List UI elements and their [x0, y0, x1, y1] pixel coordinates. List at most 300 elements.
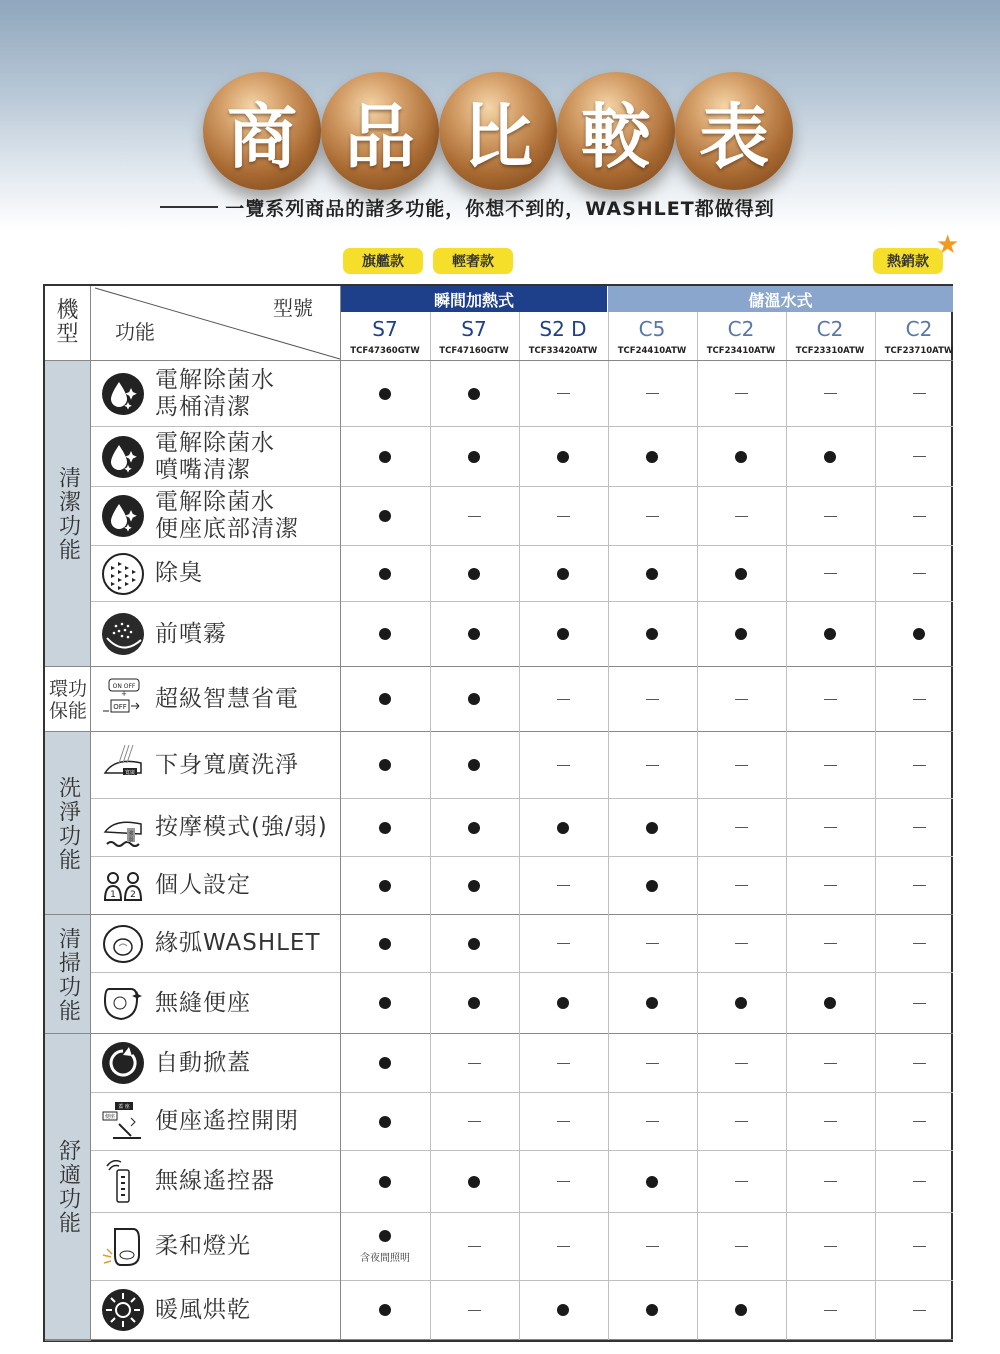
- star-icon: ★: [936, 230, 960, 260]
- dot-mark: [468, 1176, 480, 1188]
- feature-label: 暖風烘乾: [155, 1296, 251, 1323]
- dash-mark: [557, 1246, 570, 1247]
- dash-mark: [824, 1063, 837, 1064]
- dot-mark: [379, 1230, 391, 1242]
- feature-supported-dot: [341, 1034, 429, 1092]
- feature-supported-dot: [341, 546, 429, 601]
- dash-mark: [913, 1181, 926, 1182]
- feature-supported-dot: [608, 546, 696, 601]
- svg-text:+: +: [121, 690, 127, 698]
- dot-mark: [913, 628, 925, 640]
- dash-mark: [735, 1063, 748, 1064]
- feature-label: 電解除菌水: [155, 366, 275, 393]
- column-divider: [875, 312, 876, 361]
- soft-light-icon: [101, 1225, 145, 1269]
- feature-not-supported-dash: [697, 732, 785, 798]
- massage-icon: [101, 806, 145, 850]
- dash-mark: [913, 1063, 926, 1064]
- feature-not-supported-dash: [875, 667, 963, 731]
- feature-supported-dot: [341, 915, 429, 972]
- dot-mark: [468, 880, 480, 892]
- title-char: 表: [675, 72, 793, 190]
- feature-not-supported-dash: [786, 799, 874, 856]
- column-divider: [340, 361, 341, 1340]
- dash-mark: [735, 943, 748, 944]
- dot-mark: [646, 451, 658, 463]
- column-divider: [608, 312, 609, 361]
- dash-mark: [824, 765, 837, 766]
- feature-not-supported-dash: [786, 857, 874, 914]
- feature-supported-dot: [519, 1281, 607, 1339]
- water-drop-icon: [101, 435, 145, 479]
- dash-mark: [735, 1246, 748, 1247]
- feature-not-supported-dash: [875, 1093, 963, 1150]
- dash-mark: [913, 827, 926, 828]
- seamless-seat-icon: [101, 981, 145, 1025]
- svg-text:蓋 座: 蓋 座: [118, 1103, 130, 1110]
- dot-mark: [646, 568, 658, 580]
- dot-mark: [468, 628, 480, 640]
- feature-supported-dot: [608, 602, 696, 666]
- feature-supported-dot: [430, 361, 518, 426]
- feature-label: 超級智慧省電: [155, 685, 299, 712]
- svg-text:便座: 便座: [104, 1113, 116, 1120]
- dot-mark: [379, 1057, 391, 1069]
- feature-cell: [91, 799, 340, 856]
- feature-label: 便座底部清潔: [155, 516, 299, 542]
- feature-label: 無線遙控器: [155, 1168, 275, 1194]
- rimless-bowl-icon: [101, 922, 145, 966]
- user-settings-icon: [101, 864, 145, 908]
- category-label: 舒適功能: [55, 1139, 81, 1235]
- feature-supported-dot: [608, 1281, 696, 1339]
- model-code: TCF23710ATW: [884, 346, 954, 356]
- feature-cell: [91, 1034, 340, 1092]
- feature-label: 按摩模式(強/弱): [155, 814, 328, 840]
- feature-not-supported-dash: [786, 361, 874, 426]
- feature-label: 自動掀蓋: [155, 1049, 251, 1076]
- dash-mark: [468, 1063, 481, 1064]
- corner-header: [91, 286, 341, 361]
- column-divider: [875, 361, 876, 1340]
- column-divider: [786, 312, 787, 361]
- model-code: TCF23310ATW: [795, 346, 865, 356]
- feature-not-supported-dash: [786, 1093, 874, 1150]
- column-divider: [697, 361, 698, 1340]
- dash-mark: [735, 1121, 748, 1122]
- dash-mark: [913, 516, 926, 517]
- dash-mark: [824, 827, 837, 828]
- model-code: TCF47160GTW: [439, 346, 509, 356]
- column-divider: [697, 312, 698, 361]
- feature-not-supported-dash: [697, 799, 785, 856]
- feature-supported-dot: [430, 602, 518, 666]
- feature-supported-dot: [341, 1213, 429, 1280]
- feature-cell: [91, 427, 340, 486]
- tag-flagship: 旗艦款: [343, 248, 423, 274]
- feature-not-supported-dash: [697, 1034, 785, 1092]
- feature-cell: [91, 857, 340, 914]
- dot-mark: [735, 997, 747, 1009]
- dash-mark: [913, 699, 926, 700]
- dash-mark: [557, 699, 570, 700]
- group-storage-heating: 儲溫水式: [608, 286, 953, 312]
- feature-supported-dot: [341, 427, 429, 486]
- dash-mark: [468, 1246, 481, 1247]
- dot-mark: [379, 880, 391, 892]
- feature-not-supported-dash: [430, 1034, 518, 1092]
- model-name: C5: [638, 317, 666, 341]
- feature-supported-dot: [519, 546, 607, 601]
- model-code: TCF23410ATW: [706, 346, 776, 356]
- dot-mark: [824, 628, 836, 640]
- wide-wash-icon: [101, 743, 145, 787]
- category-label: 清掃功能: [55, 926, 81, 1023]
- category-label-eco: 保能: [48, 699, 87, 722]
- dash-mark: [913, 885, 926, 886]
- feature-note: 含夜間照明: [360, 1252, 410, 1264]
- power-saving-icon: [101, 677, 145, 721]
- category-cell: [45, 361, 91, 668]
- feature-supported-dot: [697, 602, 785, 666]
- dot-mark: [646, 822, 658, 834]
- feature-not-supported-dash: [519, 1093, 607, 1150]
- dot-mark: [468, 693, 480, 705]
- column-divider: [786, 361, 787, 1340]
- dash-mark: [735, 1181, 748, 1182]
- feature-not-supported-dash: [875, 799, 963, 856]
- title-char: 比: [439, 72, 557, 190]
- dash-mark: [824, 1121, 837, 1122]
- feature-not-supported-dash: [608, 915, 696, 972]
- feature-supported-dot: [697, 427, 785, 486]
- feature-cell: [91, 1093, 340, 1150]
- feature-supported-dot: [430, 667, 518, 731]
- svg-text:強: 強: [128, 830, 134, 837]
- dot-mark: [557, 997, 569, 1009]
- column-divider: [608, 361, 609, 1340]
- feature-not-supported-dash: [519, 915, 607, 972]
- feature-label: 除臭: [155, 560, 203, 586]
- feature-not-supported-dash: [786, 1034, 874, 1092]
- dash-mark: [735, 885, 748, 886]
- dot-mark: [379, 693, 391, 705]
- feature-supported-dot: [786, 427, 874, 486]
- dot-mark: [557, 628, 569, 640]
- tag-luxury: 輕奢款: [433, 248, 513, 274]
- dot-mark: [646, 1304, 658, 1316]
- dash-mark: [824, 1246, 837, 1247]
- dot-mark: [379, 822, 391, 834]
- feature-supported-dot: [786, 973, 874, 1033]
- feature-not-supported-dash: [786, 1281, 874, 1339]
- model-name: S2 D: [539, 317, 587, 341]
- feature-not-supported-dash: [697, 857, 785, 914]
- feature-not-supported-dash: [697, 667, 785, 731]
- feature-not-supported-dash: [430, 1093, 518, 1150]
- dot-mark: [735, 628, 747, 640]
- feature-supported-dot: [341, 857, 429, 914]
- feature-label: 便座遙控開閉: [155, 1108, 299, 1134]
- dot-mark: [735, 1304, 747, 1316]
- dash-mark: [557, 393, 570, 394]
- feature-cell: [91, 361, 340, 426]
- feature-label: 無縫便座: [155, 989, 251, 1016]
- feature-cell: [91, 1281, 340, 1339]
- feature-cell: [91, 487, 340, 545]
- feature-not-supported-dash: [608, 667, 696, 731]
- dot-mark: [379, 759, 391, 771]
- auto-lid-icon: [101, 1041, 145, 1085]
- feature-cell: [91, 732, 340, 798]
- feature-not-supported-dash: [786, 1151, 874, 1212]
- dot-mark: [557, 822, 569, 834]
- title-char: 商: [203, 72, 321, 190]
- feature-label: 馬桶清潔: [155, 393, 251, 420]
- dash-mark: [646, 943, 659, 944]
- water-drop-icon: [101, 494, 145, 538]
- feature-not-supported-dash: [875, 915, 963, 972]
- feature-not-supported-dash: [875, 857, 963, 914]
- feature-supported-dot: [697, 1281, 785, 1339]
- dash-mark: [913, 765, 926, 766]
- feature-supported-dot: [697, 546, 785, 601]
- feature-supported-dot: [608, 857, 696, 914]
- svg-text:2: 2: [130, 889, 136, 900]
- feature-cell: [91, 1151, 340, 1212]
- column-divider: [430, 312, 431, 361]
- dash-mark: [646, 765, 659, 766]
- feature-not-supported-dash: [697, 1151, 785, 1212]
- feature-not-supported-dash: [608, 487, 696, 545]
- dot-mark: [468, 451, 480, 463]
- dash-mark: [913, 1310, 926, 1311]
- dash-mark: [824, 943, 837, 944]
- dash-mark: [824, 699, 837, 700]
- dot-mark: [735, 451, 747, 463]
- feature-supported-dot: [430, 857, 518, 914]
- model-name: C2: [727, 317, 755, 341]
- dot-mark: [557, 1304, 569, 1316]
- feature-not-supported-dash: [786, 487, 874, 545]
- feature-not-supported-dash: [608, 1213, 696, 1280]
- model-name: S7: [372, 317, 398, 341]
- title-char: 品: [321, 72, 439, 190]
- dash-mark: [824, 573, 837, 574]
- model-code: TCF24410ATW: [617, 346, 687, 356]
- feature-not-supported-dash: [697, 361, 785, 426]
- category-cell: [45, 915, 91, 1035]
- dash-mark: [824, 393, 837, 394]
- feature-not-supported-dash: [875, 732, 963, 798]
- comparison-table: [43, 284, 953, 1342]
- feature-not-supported-dash: [875, 427, 963, 486]
- dot-mark: [379, 628, 391, 640]
- dot-mark: [735, 568, 747, 580]
- svg-text:寬廣: 寬廣: [124, 770, 136, 776]
- group-instant-heating: 瞬間加熱式: [341, 286, 607, 312]
- water-drop-icon: [101, 372, 145, 416]
- feature-not-supported-dash: [697, 487, 785, 545]
- feature-not-supported-dash: [608, 732, 696, 798]
- feature-not-supported-dash: [519, 487, 607, 545]
- dot-mark: [379, 510, 391, 522]
- dot-mark: [468, 388, 480, 400]
- row-divider: [45, 1339, 953, 1340]
- feature-not-supported-dash: [786, 546, 874, 601]
- dash-mark: [646, 1063, 659, 1064]
- dash-mark: [735, 765, 748, 766]
- tag-bestseller: 熱銷款: [873, 248, 943, 274]
- corner-model-label: 型號: [273, 296, 313, 320]
- dot-mark: [468, 997, 480, 1009]
- dot-mark: [379, 997, 391, 1009]
- feature-supported-dot: [875, 602, 963, 666]
- feature-label: 緣弧WASHLET: [155, 930, 321, 956]
- dash-mark: [557, 943, 570, 944]
- category-cell: [45, 732, 91, 916]
- dash-mark: [646, 393, 659, 394]
- feature-supported-dot: [341, 799, 429, 856]
- dot-mark: [379, 1304, 391, 1316]
- svg-text:1: 1: [110, 889, 116, 900]
- dot-mark: [557, 568, 569, 580]
- feature-supported-dot: [430, 427, 518, 486]
- feature-supported-dot: [341, 973, 429, 1033]
- feature-not-supported-dash: [608, 1034, 696, 1092]
- dash-mark: [468, 1310, 481, 1311]
- dash-mark: [646, 516, 659, 517]
- feature-cell: [91, 667, 340, 731]
- feature-not-supported-dash: [875, 1281, 963, 1339]
- dot-mark: [824, 451, 836, 463]
- column-divider: [519, 361, 520, 1340]
- dash-mark: [824, 516, 837, 517]
- feature-cell: [91, 915, 340, 972]
- feature-not-supported-dash: [697, 1093, 785, 1150]
- title-banner: [0, 72, 1000, 192]
- feature-supported-dot: [519, 799, 607, 856]
- dot-mark: [379, 388, 391, 400]
- dash-mark: [913, 456, 926, 457]
- dot-mark: [379, 451, 391, 463]
- dot-mark: [646, 628, 658, 640]
- dash-mark: [557, 1063, 570, 1064]
- dash-mark: [557, 765, 570, 766]
- category-label-eco: 環功: [48, 677, 87, 700]
- dash-mark: [557, 885, 570, 886]
- feature-supported-dot: [341, 732, 429, 798]
- feature-supported-dot: [608, 973, 696, 1033]
- dash-mark: [913, 573, 926, 574]
- feature-supported-dot: [608, 799, 696, 856]
- dash-mark: [646, 1246, 659, 1247]
- feature-label: 個人設定: [155, 872, 251, 898]
- model-name: S7: [461, 317, 487, 341]
- feature-not-supported-dash: [519, 1151, 607, 1212]
- feature-not-supported-dash: [519, 857, 607, 914]
- title-char: 較: [557, 72, 675, 190]
- dash-mark: [468, 1121, 481, 1122]
- dash-mark: [735, 393, 748, 394]
- feature-supported-dot: [519, 973, 607, 1033]
- dash-mark: [824, 885, 837, 886]
- dash-mark: [735, 699, 748, 700]
- dot-mark: [468, 568, 480, 580]
- dot-mark: [824, 997, 836, 1009]
- category-label: 清潔功能: [55, 466, 81, 562]
- warm-air-dryer-icon: [101, 1288, 145, 1332]
- feature-supported-dot: [697, 973, 785, 1033]
- dash-mark: [735, 516, 748, 517]
- feature-supported-dot: [341, 667, 429, 731]
- feature-supported-dot: [430, 732, 518, 798]
- feature-not-supported-dash: [608, 361, 696, 426]
- feature-not-supported-dash: [697, 1213, 785, 1280]
- category-cell: [45, 1034, 91, 1341]
- feature-label: 下身寬廣洗淨: [155, 751, 299, 778]
- feature-not-supported-dash: [430, 487, 518, 545]
- feature-not-supported-dash: [786, 1213, 874, 1280]
- dash-mark: [557, 1121, 570, 1122]
- feature-label: 柔和燈光: [155, 1233, 251, 1259]
- feature-cell: [91, 973, 340, 1033]
- feature-not-supported-dash: [875, 546, 963, 601]
- feature-supported-dot: [341, 602, 429, 666]
- feature-not-supported-dash: [786, 732, 874, 798]
- dot-mark: [468, 822, 480, 834]
- dot-mark: [646, 1176, 658, 1188]
- corner-type-label: 機型: [56, 298, 79, 347]
- feature-supported-dot: [430, 546, 518, 601]
- feature-cell: [91, 546, 340, 601]
- column-divider: [430, 361, 431, 1340]
- feature-not-supported-dash: [697, 915, 785, 972]
- dot-mark: [468, 938, 480, 950]
- feature-not-supported-dash: [875, 487, 963, 545]
- feature-label: 電解除菌水: [155, 489, 275, 515]
- dash-mark: [913, 1121, 926, 1122]
- feature-label: 噴嘴清潔: [155, 456, 251, 483]
- feature-supported-dot: [519, 602, 607, 666]
- feature-supported-dot: [786, 602, 874, 666]
- deodorize-icon: [101, 552, 145, 596]
- feature-supported-dot: [341, 361, 429, 426]
- dash-mark: [824, 1310, 837, 1311]
- dot-mark: [646, 997, 658, 1009]
- category-cell: [45, 667, 91, 733]
- feature-supported-dot: [341, 1151, 429, 1212]
- feature-supported-dot: [430, 973, 518, 1033]
- corner-function-label: 功能: [115, 320, 155, 344]
- feature-not-supported-dash: [430, 1281, 518, 1339]
- dot-mark: [557, 451, 569, 463]
- dash-mark: [646, 699, 659, 700]
- feature-not-supported-dash: [519, 1213, 607, 1280]
- feature-supported-dot: [430, 1151, 518, 1212]
- model-name: C2: [905, 317, 933, 341]
- feature-supported-dot: [608, 427, 696, 486]
- feature-not-supported-dash: [786, 915, 874, 972]
- feature-not-supported-dash: [875, 1034, 963, 1092]
- dot-mark: [468, 759, 480, 771]
- dash-mark: [735, 827, 748, 828]
- column-divider: [519, 312, 520, 361]
- feature-label: 電解除菌水: [155, 429, 275, 456]
- seat-remote-icon: [101, 1100, 145, 1144]
- feature-supported-dot: [341, 1281, 429, 1339]
- feature-not-supported-dash: [875, 1213, 963, 1280]
